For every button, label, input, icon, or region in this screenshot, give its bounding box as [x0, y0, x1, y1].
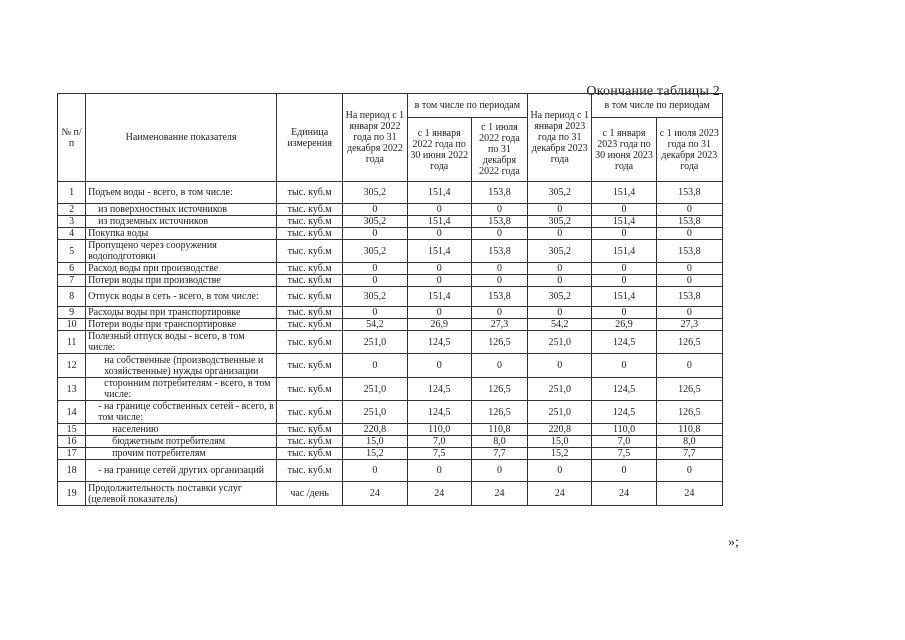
- value-cell: 110,0: [407, 424, 471, 436]
- value-cell: 0: [656, 204, 722, 216]
- value-cell: 24: [471, 482, 527, 506]
- value-cell: 0: [407, 354, 471, 378]
- value-cell: 0: [471, 275, 527, 287]
- row-number: 2: [58, 204, 86, 216]
- header-h2-2023: с 1 июля 2023 года по 31 декабря 2023 года: [656, 118, 722, 182]
- table-row: [58, 287, 723, 307]
- value-cell: 153,8: [471, 240, 527, 263]
- value-cell: 0: [471, 354, 527, 378]
- unit-cell: тыс. куб.м: [276, 424, 342, 436]
- value-cell: 24: [343, 482, 407, 506]
- value-cell: 27,3: [471, 319, 527, 331]
- table-row: [58, 204, 723, 216]
- indicator-name: бюджетным потребителям: [86, 436, 277, 448]
- row-number: 9: [58, 307, 86, 319]
- value-cell: 251,0: [528, 401, 592, 424]
- unit-cell: тыс. куб.м: [276, 307, 342, 319]
- header-h1-2023: с 1 января 2023 года по 30 июня 2023 года: [592, 118, 656, 182]
- value-cell: 8,0: [656, 436, 722, 448]
- value-cell: 0: [343, 263, 407, 275]
- value-cell: 124,5: [407, 401, 471, 424]
- value-cell: 7,5: [407, 448, 471, 460]
- row-number: 4: [58, 228, 86, 240]
- row-number: 18: [58, 460, 86, 482]
- indicator-name: из подземных источников: [86, 216, 277, 228]
- value-cell: 7,5: [592, 448, 656, 460]
- row-number: 6: [58, 263, 86, 275]
- row-number: 7: [58, 275, 86, 287]
- value-cell: 153,8: [471, 287, 527, 307]
- value-cell: 305,2: [528, 240, 592, 263]
- row-number: 11: [58, 331, 86, 354]
- value-cell: 126,5: [471, 378, 527, 401]
- indicator-name: Расходы воды при транспортировке: [86, 307, 277, 319]
- indicator-name: сторонним потребителям - всего, в том числе:: [86, 378, 277, 401]
- value-cell: 0: [656, 275, 722, 287]
- row-number: 14: [58, 401, 86, 424]
- value-cell: 151,4: [592, 182, 656, 204]
- value-cell: 151,4: [407, 287, 471, 307]
- value-cell: 0: [343, 228, 407, 240]
- table-row: [58, 448, 723, 460]
- value-cell: 151,4: [592, 287, 656, 307]
- table-row: [58, 378, 723, 401]
- value-cell: 126,5: [656, 378, 722, 401]
- row-number: 19: [58, 482, 86, 506]
- value-cell: 24: [656, 482, 722, 506]
- indicator-name: Покупка воды: [86, 228, 277, 240]
- value-cell: 0: [528, 204, 592, 216]
- value-cell: 153,8: [471, 182, 527, 204]
- value-cell: 151,4: [407, 216, 471, 228]
- value-cell: 124,5: [407, 331, 471, 354]
- table-row: [58, 331, 723, 354]
- value-cell: 0: [528, 263, 592, 275]
- unit-cell: тыс. куб.м: [276, 182, 342, 204]
- row-number: 16: [58, 436, 86, 448]
- value-cell: 0: [343, 354, 407, 378]
- value-cell: 251,0: [343, 401, 407, 424]
- value-cell: 0: [592, 228, 656, 240]
- row-number: 10: [58, 319, 86, 331]
- value-cell: 0: [592, 460, 656, 482]
- value-cell: 110,8: [656, 424, 722, 436]
- value-cell: 124,5: [592, 401, 656, 424]
- value-cell: 251,0: [343, 331, 407, 354]
- value-cell: 0: [471, 204, 527, 216]
- value-cell: 305,2: [343, 182, 407, 204]
- value-cell: 0: [343, 204, 407, 216]
- value-cell: 305,2: [528, 216, 592, 228]
- value-cell: 153,8: [656, 182, 722, 204]
- table-row: [58, 401, 723, 424]
- value-cell: 24: [592, 482, 656, 506]
- indicator-name: Продолжительность поставки услуг (целевой показатель): [86, 482, 277, 506]
- value-cell: 7,7: [471, 448, 527, 460]
- value-cell: 0: [407, 228, 471, 240]
- row-number: 15: [58, 424, 86, 436]
- value-cell: 220,8: [528, 424, 592, 436]
- row-number: 3: [58, 216, 86, 228]
- table-row: [58, 436, 723, 448]
- value-cell: 305,2: [343, 216, 407, 228]
- unit-cell: тыс. куб.м: [276, 216, 342, 228]
- value-cell: 26,9: [407, 319, 471, 331]
- value-cell: 27,3: [656, 319, 722, 331]
- table-caption: Окончание таблицы 2: [586, 84, 720, 99]
- value-cell: 0: [407, 204, 471, 216]
- value-cell: 0: [471, 460, 527, 482]
- unit-cell: тыс. куб.м: [276, 378, 342, 401]
- value-cell: 153,8: [471, 216, 527, 228]
- value-cell: 251,0: [528, 378, 592, 401]
- value-cell: 0: [528, 354, 592, 378]
- table-row: [58, 424, 723, 436]
- unit-cell: час /день: [276, 482, 342, 506]
- value-cell: 0: [592, 204, 656, 216]
- value-cell: 124,5: [592, 378, 656, 401]
- value-cell: 15,2: [343, 448, 407, 460]
- header-h1-2022: с 1 января 2022 года по 30 июня 2022 года: [407, 118, 471, 182]
- value-cell: 0: [471, 263, 527, 275]
- value-cell: 0: [471, 307, 527, 319]
- indicator-name: - на границе собственных сетей - всего, в том числе:: [86, 401, 277, 424]
- value-cell: 0: [528, 307, 592, 319]
- value-cell: 151,4: [407, 182, 471, 204]
- unit-cell: тыс. куб.м: [276, 460, 342, 482]
- value-cell: 110,8: [471, 424, 527, 436]
- value-cell: 305,2: [343, 287, 407, 307]
- indicator-name: - на границе сетей других организаций: [86, 460, 277, 482]
- water-balance-table: [57, 93, 723, 506]
- value-cell: 0: [343, 275, 407, 287]
- value-cell: 7,0: [407, 436, 471, 448]
- value-cell: 8,0: [471, 436, 527, 448]
- value-cell: 251,0: [343, 378, 407, 401]
- value-cell: 305,2: [343, 240, 407, 263]
- value-cell: 0: [528, 275, 592, 287]
- unit-cell: тыс. куб.м: [276, 228, 342, 240]
- value-cell: 0: [592, 263, 656, 275]
- value-cell: 251,0: [528, 331, 592, 354]
- unit-cell: тыс. куб.м: [276, 275, 342, 287]
- value-cell: 0: [656, 354, 722, 378]
- header-name: Наименование показателя: [86, 94, 277, 182]
- value-cell: 126,5: [471, 401, 527, 424]
- value-cell: 0: [656, 263, 722, 275]
- indicator-name: Полезный отпуск воды - всего, в том числе:: [86, 331, 277, 354]
- value-cell: 124,5: [407, 378, 471, 401]
- value-cell: 0: [343, 307, 407, 319]
- indicator-name: населению: [86, 424, 277, 436]
- value-cell: 126,5: [656, 331, 722, 354]
- value-cell: 153,8: [656, 240, 722, 263]
- value-cell: 126,5: [471, 331, 527, 354]
- value-cell: 24: [407, 482, 471, 506]
- unit-cell: тыс. куб.м: [276, 401, 342, 424]
- value-cell: 0: [656, 307, 722, 319]
- value-cell: 0: [656, 228, 722, 240]
- value-cell: 124,5: [592, 331, 656, 354]
- value-cell: 305,2: [528, 182, 592, 204]
- value-cell: 7,7: [656, 448, 722, 460]
- row-number: 1: [58, 182, 86, 204]
- row-number: 8: [58, 287, 86, 307]
- value-cell: 26,9: [592, 319, 656, 331]
- value-cell: 15,0: [343, 436, 407, 448]
- table-row: [58, 240, 723, 263]
- value-cell: 220,8: [343, 424, 407, 436]
- header-period-2023: На период с 1 января 2023 года по 31 декабря 2023 года: [528, 94, 592, 182]
- value-cell: 110,0: [592, 424, 656, 436]
- indicator-name: Подъем воды - всего, в том числе:: [86, 182, 277, 204]
- table-row: [58, 228, 723, 240]
- indicator-name: Потери воды при производстве: [86, 275, 277, 287]
- value-cell: 24: [528, 482, 592, 506]
- unit-cell: тыс. куб.м: [276, 331, 342, 354]
- table-row: [58, 182, 723, 204]
- indicator-name: на собственные (производственные и хозяйственные) нужды организации: [86, 354, 277, 378]
- value-cell: 305,2: [528, 287, 592, 307]
- value-cell: 54,2: [528, 319, 592, 331]
- header-num: № п/п: [58, 94, 86, 182]
- value-cell: 0: [407, 460, 471, 482]
- unit-cell: тыс. куб.м: [276, 204, 342, 216]
- value-cell: 54,2: [343, 319, 407, 331]
- table-row: [58, 460, 723, 482]
- header-h2-2022: с 1 июля 2022 года по 31 декабря 2022 года: [471, 118, 527, 182]
- value-cell: 0: [592, 307, 656, 319]
- value-cell: 15,0: [528, 436, 592, 448]
- value-cell: 151,4: [407, 240, 471, 263]
- value-cell: 0: [471, 228, 527, 240]
- value-cell: 0: [656, 460, 722, 482]
- value-cell: 7,0: [592, 436, 656, 448]
- value-cell: 15,2: [528, 448, 592, 460]
- value-cell: 0: [528, 228, 592, 240]
- unit-cell: тыс. куб.м: [276, 448, 342, 460]
- value-cell: 0: [592, 354, 656, 378]
- row-number: 13: [58, 378, 86, 401]
- row-number: 5: [58, 240, 86, 263]
- indicator-name: прочим потребителям: [86, 448, 277, 460]
- value-cell: 0: [407, 275, 471, 287]
- header-period-2022: На период с 1 января 2022 года по 31 декабря 2022 года: [343, 94, 407, 182]
- table-row: [58, 482, 723, 506]
- indicator-name: Отпуск воды в сеть - всего, в том числе:: [86, 287, 277, 307]
- unit-cell: тыс. куб.м: [276, 436, 342, 448]
- value-cell: 0: [528, 460, 592, 482]
- indicator-name: Расход воды при производстве: [86, 263, 277, 275]
- value-cell: 151,4: [592, 240, 656, 263]
- header-subperiods-2023: в том числе по периодам: [592, 94, 723, 118]
- unit-cell: тыс. куб.м: [276, 263, 342, 275]
- indicator-name: Потери воды при транспортировке: [86, 319, 277, 331]
- table-row: [58, 263, 723, 275]
- value-cell: 153,8: [656, 287, 722, 307]
- header-unit: Единица измерения: [276, 94, 342, 182]
- closing-quote: »;: [728, 535, 739, 550]
- row-number: 17: [58, 448, 86, 460]
- unit-cell: тыс. куб.м: [276, 287, 342, 307]
- table-row: [58, 319, 723, 331]
- value-cell: 0: [592, 275, 656, 287]
- table-row: [58, 275, 723, 287]
- indicator-name: Пропущено через сооружения водоподготовки: [86, 240, 277, 263]
- value-cell: 0: [407, 307, 471, 319]
- value-cell: 151,4: [592, 216, 656, 228]
- unit-cell: тыс. куб.м: [276, 319, 342, 331]
- row-number: 12: [58, 354, 86, 378]
- value-cell: 153,8: [656, 216, 722, 228]
- value-cell: 0: [407, 263, 471, 275]
- table-row: [58, 354, 723, 378]
- header-row-1: [58, 94, 723, 118]
- indicator-name: из поверхностных источников: [86, 204, 277, 216]
- unit-cell: тыс. куб.м: [276, 240, 342, 263]
- table-row: [58, 216, 723, 228]
- value-cell: 0: [343, 460, 407, 482]
- table-row: [58, 307, 723, 319]
- unit-cell: тыс. куб.м: [276, 354, 342, 378]
- value-cell: 126,5: [656, 401, 722, 424]
- header-subperiods-2022: в том числе по периодам: [407, 94, 528, 118]
